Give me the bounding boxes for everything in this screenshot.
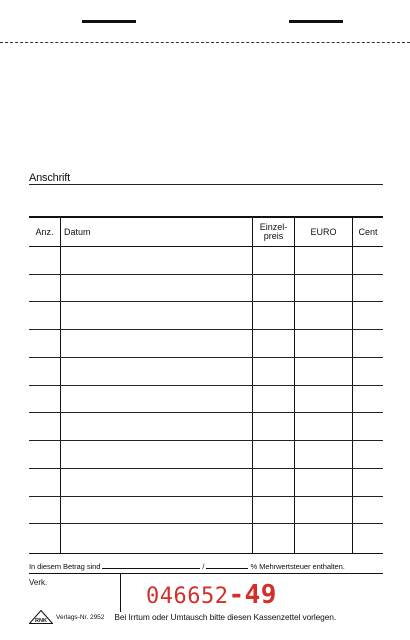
table-row[interactable] [29,523,383,551]
vat-rate-field[interactable] [206,561,248,569]
item-table [29,216,383,554]
receipt-serial-number [146,580,277,610]
publisher-logo-icon [29,610,53,624]
table-row[interactable] [29,468,383,496]
table-row[interactable] [29,440,383,468]
footer [29,610,389,624]
header-date: Datum [64,226,91,237]
table-row[interactable] [29,412,383,440]
header-unit-price [253,218,294,246]
vat-amount-field[interactable] [102,561,200,569]
header-cent: Cent [358,226,378,237]
header-euro: EURO [310,226,337,237]
fold-mark-right [289,20,343,23]
table-row[interactable] [29,385,383,413]
address-label: Anschrift [29,172,70,184]
fold-mark-left [82,20,136,23]
vat-prefix: In diesem Betrag sind [29,562,101,571]
table-row[interactable] [29,301,383,329]
svg-text:RNK: RNK [35,618,47,624]
table-row[interactable] [29,357,383,385]
return-notice: Bei Irrtum oder Umtausch bitte diesen Kassenzettel vorlegen. [114,612,337,622]
seller-label: Verk. [29,578,48,587]
address-field[interactable] [29,184,383,185]
seller-divider [120,574,121,612]
vat-suffix: % Mehrwertsteuer enthalten. [250,562,345,571]
table-row[interactable] [29,496,383,524]
header-qty: Anz. [35,226,54,237]
serial-number: 046652 [146,584,229,609]
vat-separator: / [202,562,205,571]
header-unit-price-line1: Einzel- [259,222,288,232]
vat-statement [29,561,383,571]
header-unit-price-line2: preis [263,231,284,241]
table-row[interactable] [29,274,383,302]
serial-suffix: -49 [228,580,277,610]
vat-rule [29,573,383,574]
table-row[interactable] [29,246,383,274]
publisher-number: Verlags-Nr. 2952 [56,613,105,621]
table-row[interactable] [29,329,383,357]
perforation-line [0,42,410,43]
